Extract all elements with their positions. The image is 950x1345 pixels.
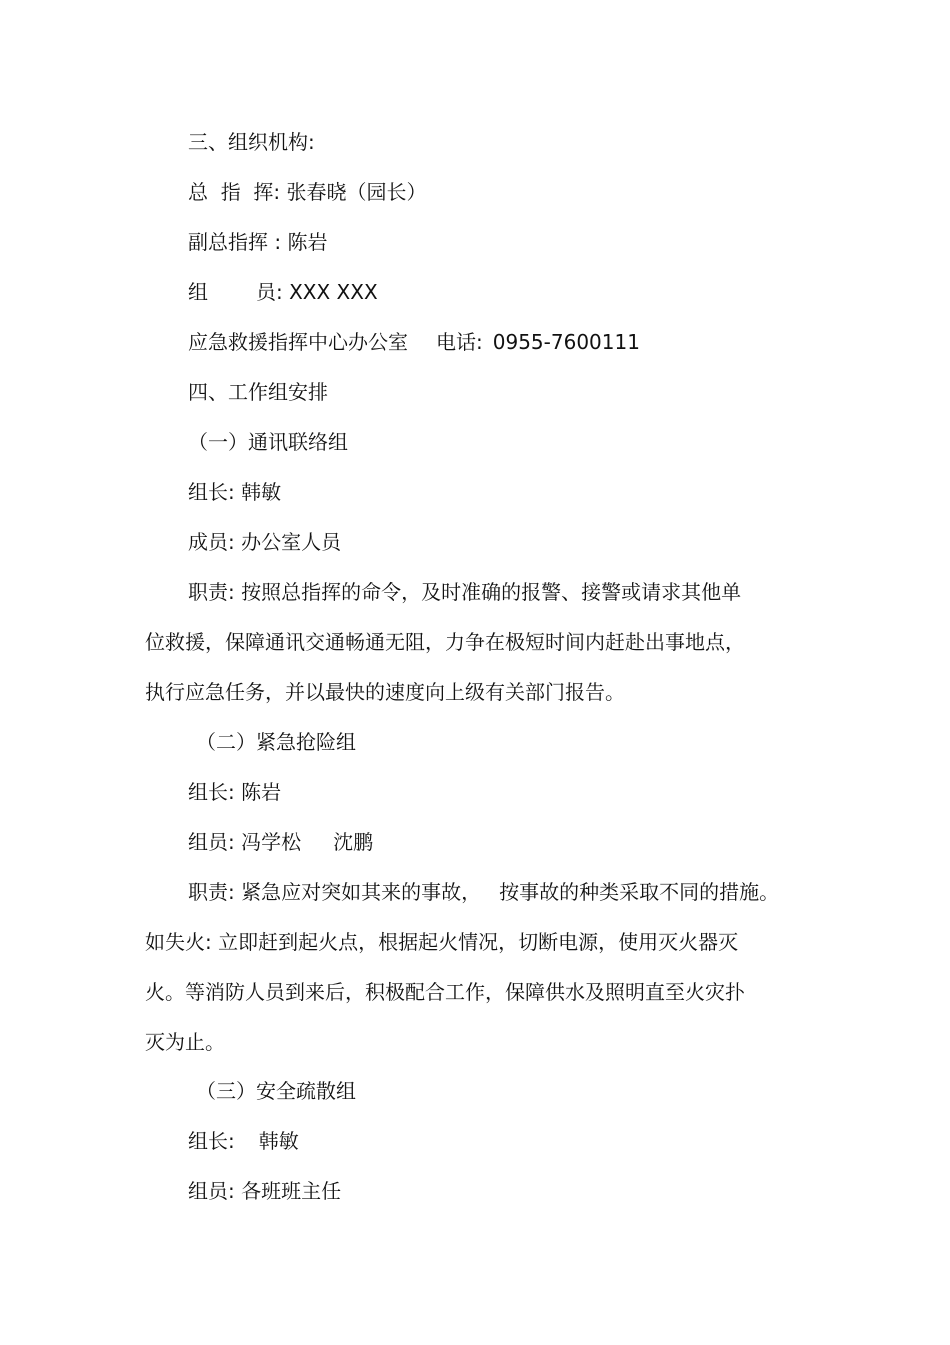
group2-duty-line-2: 如失火: 立即赶到起火点，根据起火情况，切断电源，使用灭火器灭 xyxy=(145,930,739,954)
group1-duty-line-2: 位救援，保障通讯交通畅通无阻，力争在极短时间内赶赴出事地点， xyxy=(145,630,745,654)
members-value: 员: XXX XXX xyxy=(256,280,378,304)
group2-duty-line-1a: 职责: 紧急应对突如其来的事故， xyxy=(188,880,482,904)
phone-number: 0955-7600111 xyxy=(492,330,640,354)
group3-leader xyxy=(188,1128,299,1154)
members-line xyxy=(188,279,378,305)
group2-member-a: 组员: 冯学松 xyxy=(188,830,302,854)
office-name: 应急救援指挥中心办公室 xyxy=(188,330,408,354)
group1-duty-line-1: 职责: 按照总指挥的命令，及时准确的报警、接警或请求其他单 xyxy=(188,580,742,604)
group3-leader-label: 组长: xyxy=(188,1129,235,1153)
group2-duty-line-4: 灭为止。 xyxy=(145,1030,225,1054)
deputy-commander-line: 副总指挥 : 陈岩 xyxy=(188,230,328,254)
group2-leader: 组长: 陈岩 xyxy=(188,780,282,804)
group1-duty-line-3: 执行应急任务，并以最快的速度向上级有关部门报告。 xyxy=(145,680,625,704)
group2-member-b: 沈鹏 xyxy=(333,830,374,854)
members-label: 组 xyxy=(188,280,208,304)
group3-title: （三）安全疏散组 xyxy=(196,1079,356,1103)
group3-leader-name: 韩敏 xyxy=(258,1129,299,1153)
group2-duty-line-3: 火。等消防人员到来后，积极配合工作，保障供水及照明直至火灾扑 xyxy=(145,980,745,1004)
group1-title: （一）通讯联络组 xyxy=(188,430,348,454)
group3-members: 组员: 各班班主任 xyxy=(188,1179,342,1203)
group2-members xyxy=(188,829,373,855)
commander-line: 总 指 挥: 张春晓（园长） xyxy=(188,180,427,204)
office-phone-line xyxy=(188,329,640,355)
group2-duty-line-1b: 按事故的种类采取不同的措施。 xyxy=(499,880,780,904)
phone-label: 电话: xyxy=(436,330,483,354)
group1-leader: 组长: 韩敏 xyxy=(188,480,282,504)
section-heading-work-groups: 四、工作组安排 xyxy=(188,380,328,404)
group2-title: （二）紧急抢险组 xyxy=(196,730,356,754)
section-heading-organization: 三、组织机构: xyxy=(188,130,315,154)
group2-duty-line-1 xyxy=(188,879,779,905)
group1-members: 成员: 办公室人员 xyxy=(188,530,342,554)
